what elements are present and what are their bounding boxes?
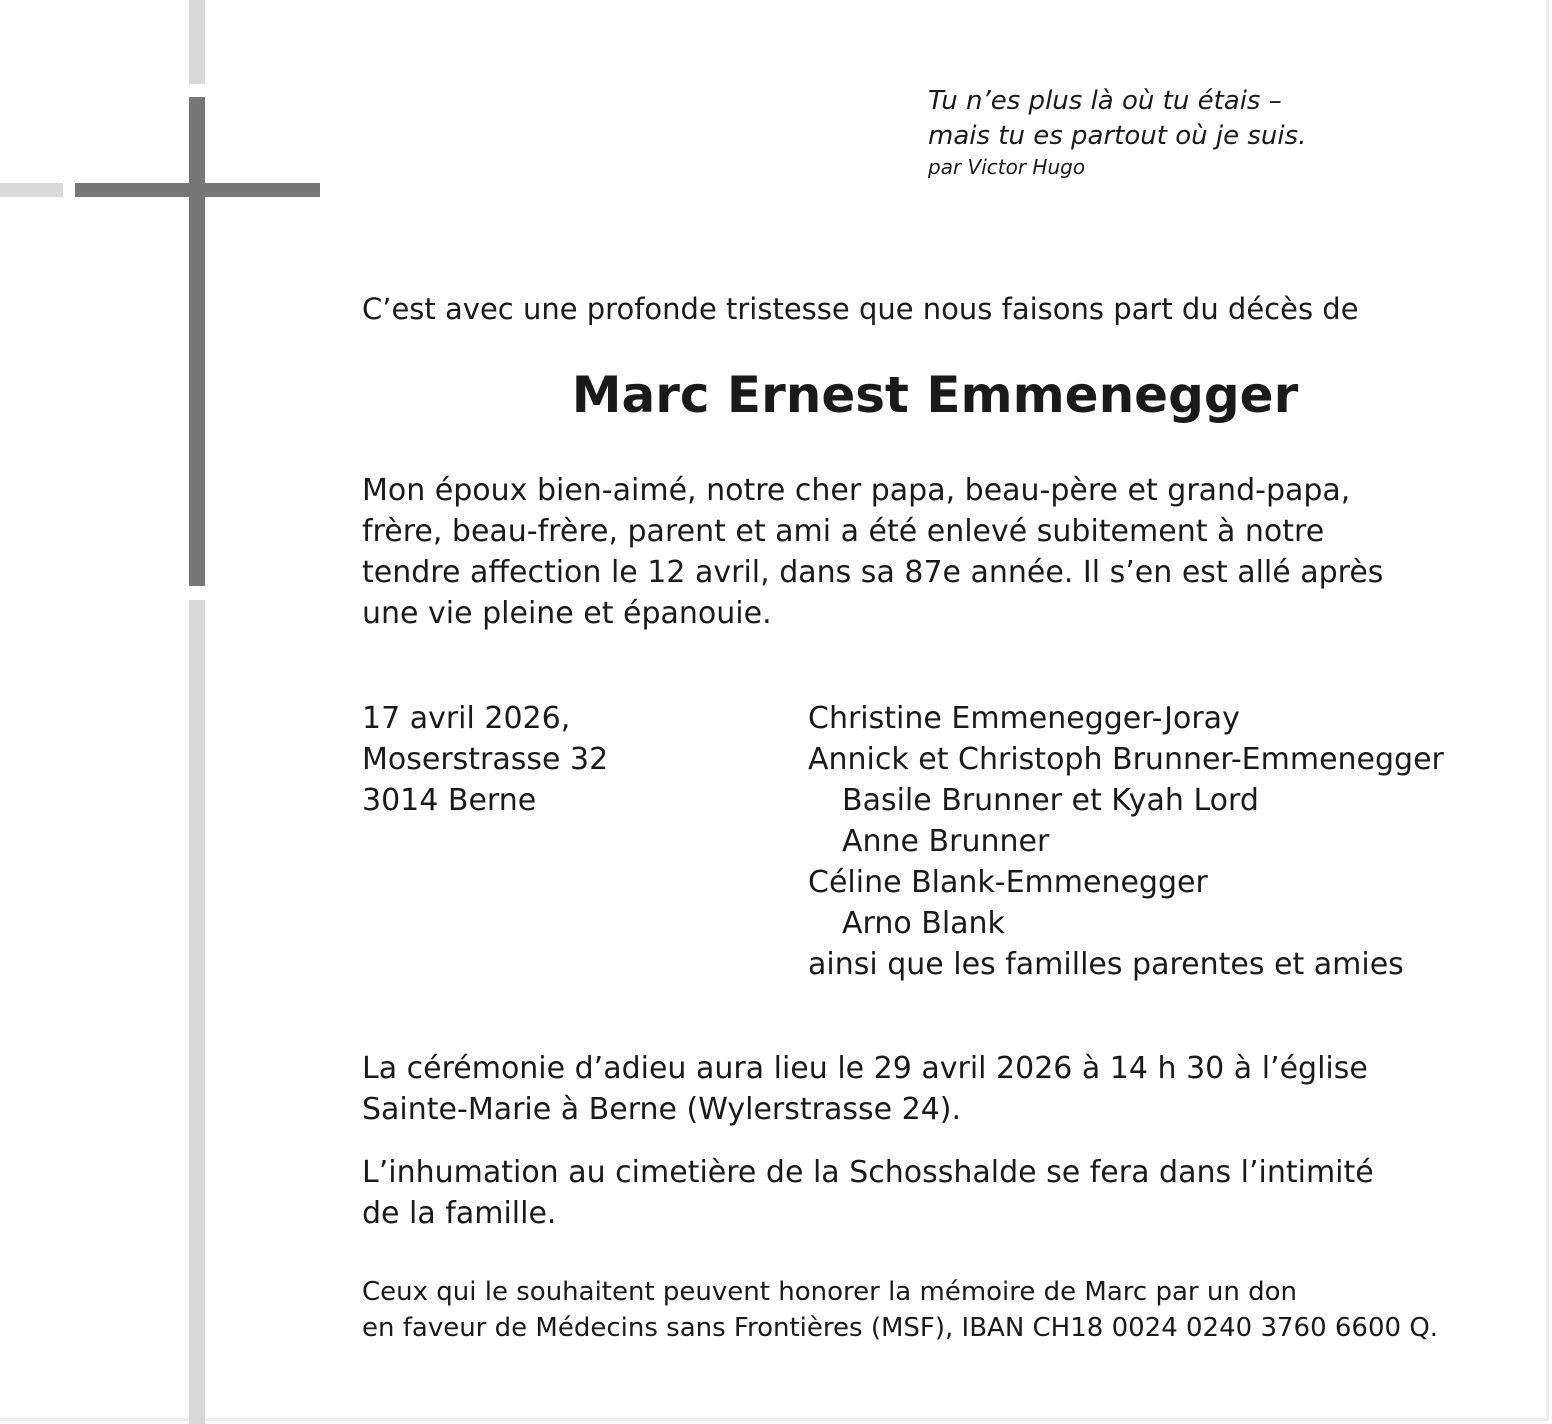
family-member: Christine Emmenegger-Joray [808,701,1240,736]
ceremony-line: La cérémonie d’adieu aura lieu le 29 avril 2026 à 14 h 30 à l’église [362,1051,1368,1086]
family-member: Annick et Christoph Brunner-Emmenegger [808,742,1444,777]
family-list [808,698,1444,985]
quote-author: par Victor Hugo [928,155,1086,179]
paragraph-line: tendre affection le 12 avril, dans sa 87e année. Il s’en est allé après [362,555,1384,590]
quote-line: Tu n’es plus là où tu étais – [928,86,1282,116]
intro-text: C’est avec une profonde tristesse que nous faisons part du décès de [362,292,1359,326]
paragraph-line: une vie pleine et épanouie. [362,596,772,631]
cross-vertical [189,97,205,586]
burial-line: L’inhumation au cimetière de la Schosshalde se fera dans l’intimité [362,1155,1374,1190]
paragraph-line: Mon époux bien-aimé, notre cher papa, beau-père et grand-papa, [362,473,1351,508]
address-line: Moserstrasse 32 [362,742,609,777]
family-member: Céline Blank-Emmenegger [808,865,1208,900]
family-member: Anne Brunner [842,824,1050,859]
donation-line: en faveur de Médecins sans Frontières (MSF), IBAN CH18 0024 0240 3760 6600 Q. [362,1313,1439,1343]
family-member: Arno Blank [842,906,1005,941]
paragraph-line: frère, beau-frère, parent et ami a été enlevé subitement à notre [362,514,1325,549]
tribute-paragraph [362,470,1383,634]
ceremony-line: Sainte-Marie à Berne (Wylerstrasse 24). [362,1092,962,1127]
address-line: 17 avril 2026, [362,701,571,736]
burial-info [362,1152,1374,1234]
cross-bottom-light [189,600,205,1424]
donation-info [362,1274,1438,1346]
cross-left-light [0,183,63,197]
family-member: ainsi que les familles parentes et amies [808,947,1404,982]
burial-line: de la famille. [362,1196,557,1231]
date-address [362,698,608,821]
epigraph [928,84,1306,180]
donation-line: Ceux qui le souhaitent peuvent honorer la mémoire de Marc par un don [362,1277,1297,1307]
cross-horizontal [75,183,320,197]
address-line: 3014 Berne [362,783,537,818]
ceremony-info [362,1048,1368,1130]
quote-line: mais tu es partout où je suis. [928,121,1307,151]
deceased-name: Marc Ernest Emmenegger [571,366,1299,424]
cross-top-light [189,0,205,84]
family-member: Basile Brunner et Kyah Lord [842,783,1259,818]
